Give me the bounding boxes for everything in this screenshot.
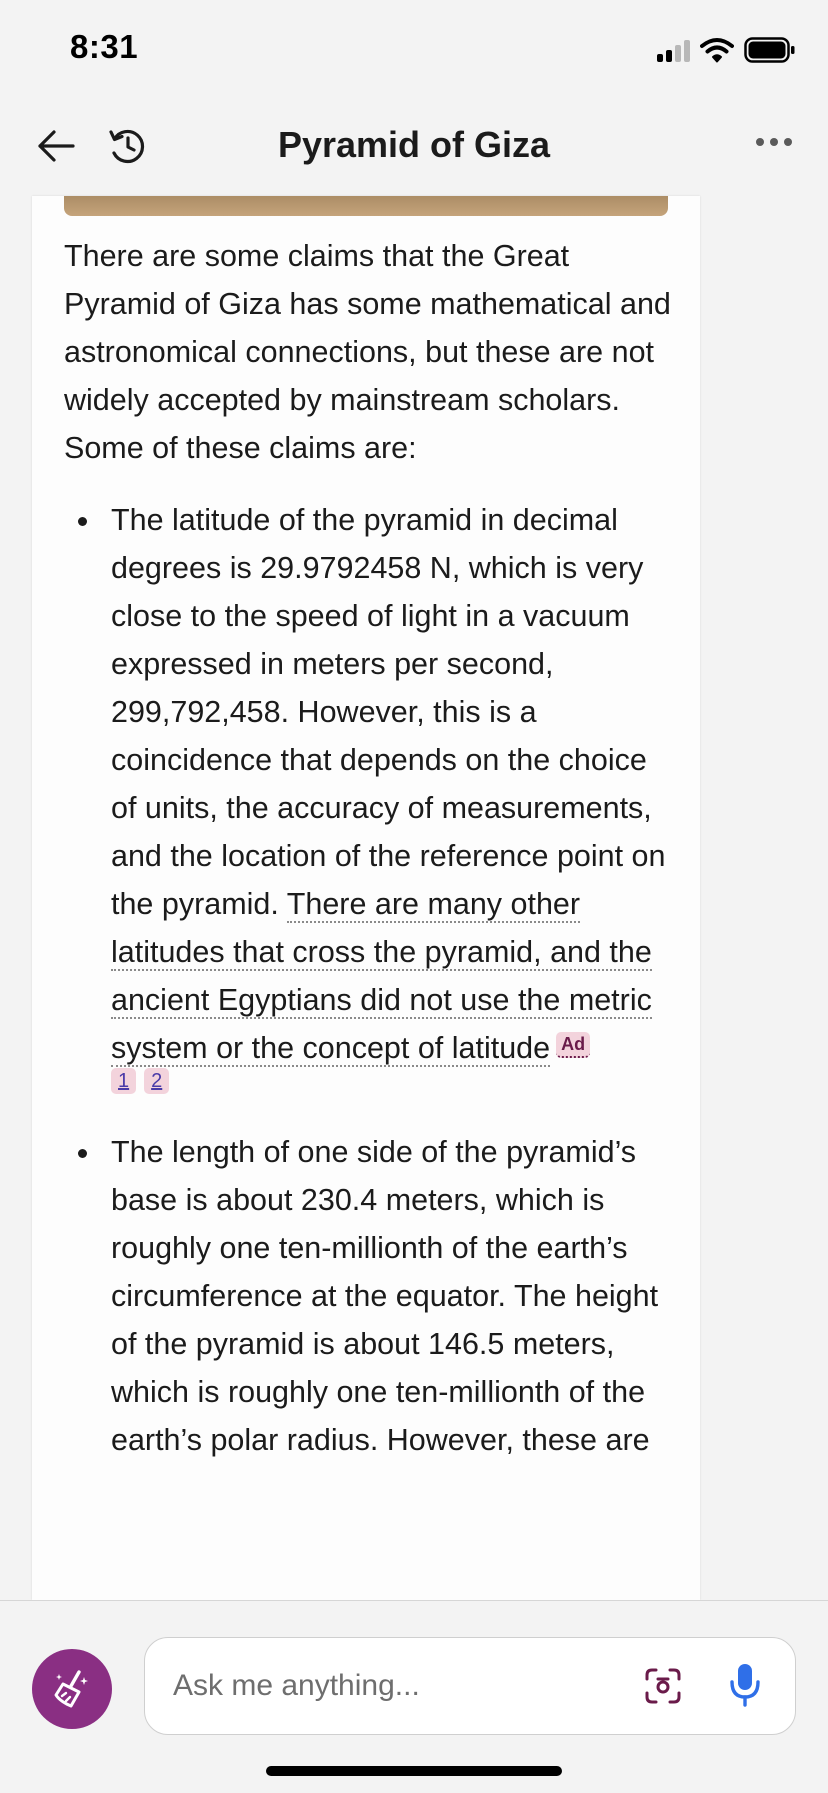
new-topic-button[interactable] <box>32 1649 112 1729</box>
header <box>0 100 828 196</box>
answer-text <box>64 232 674 1498</box>
page-title: Pyramid of Giza <box>277 124 551 165</box>
battery-icon <box>744 37 796 63</box>
wifi-icon <box>700 37 734 63</box>
list-item <box>64 496 674 1094</box>
citation-1[interactable]: 1 <box>111 1068 136 1094</box>
claim-text: The latitude of the pyramid in decimal degrees is 29.9792458 N, which is very close to the speed of light in a vacuum expressed in meters per second, 299,792,458. However, this is a coincidence that depends on the choice of units, the accuracy of measurements, and the location of the reference point on the pyramid. <box>111 503 666 921</box>
citation-2[interactable]: 2 <box>144 1068 169 1094</box>
composer-bar <box>0 1600 828 1793</box>
list-item <box>64 1128 674 1464</box>
cellular-signal-icon <box>657 38 690 62</box>
more-icon[interactable] <box>756 138 792 146</box>
microphone-icon[interactable] <box>727 1662 763 1708</box>
ad-badge[interactable]: Ad <box>556 1032 590 1058</box>
citation-refs <box>111 1068 674 1094</box>
answer-card <box>32 196 700 1600</box>
camera-scan-icon[interactable] <box>643 1666 683 1706</box>
claims-list <box>64 496 674 1464</box>
pyramid-image <box>64 196 668 216</box>
intro-paragraph: There are some claims that the Great Pyramid of Giza has some mathematical and astronomical connections, but these are not widely accepted by mainstream scholars. Some of these claims are: <box>64 239 671 465</box>
status-time: 8:31 <box>70 28 139 65</box>
status-bar <box>0 0 828 100</box>
broom-icon <box>49 1666 95 1712</box>
cited-text[interactable]: There are many other latitudes that cross the pyramid, and the ancient Egyptians did not use the metric system or the concept of latitude <box>111 887 652 1065</box>
chat-input[interactable] <box>171 1658 595 1714</box>
chat-input-box[interactable] <box>144 1637 796 1735</box>
status-icons <box>657 34 796 66</box>
home-indicator <box>266 1766 562 1776</box>
claim-text: The length of one side of the pyramid’s base is about 230.4 meters, which is roughly one ten-millionth of the earth’s circumference at the equator. The height of the pyramid is about 146.5 meters, which is roughly one ten-millionth of the earth’s polar radius. However, these are <box>111 1135 659 1457</box>
